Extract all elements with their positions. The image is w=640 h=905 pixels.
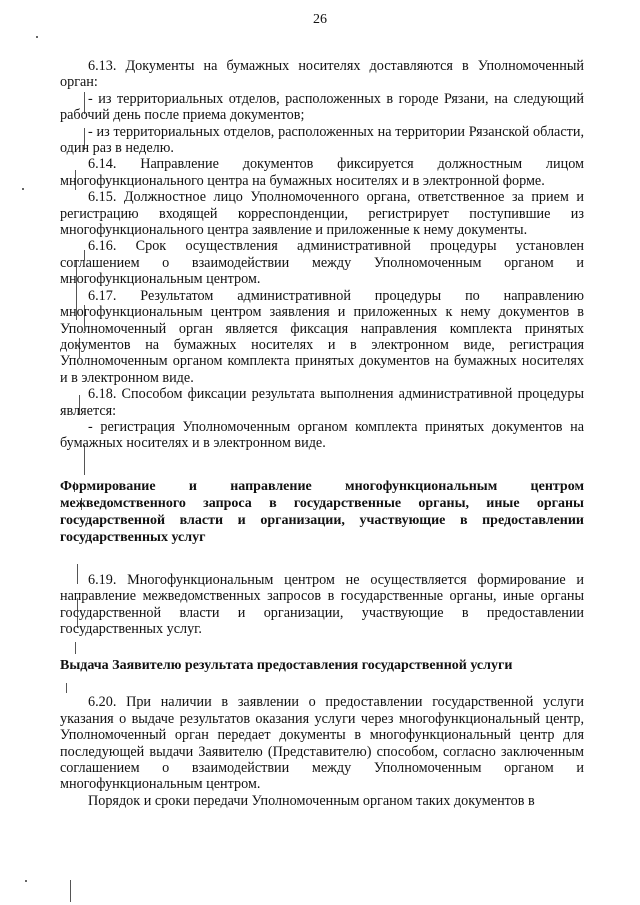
paragraph-6-15: 6.15. Должностное лицо Уполномоченного органа, ответственное за прием и регистрацию входящей корреспонденции, регистрирует поступившие из многофункционального центра заявление и приложенные к нему документы.: [60, 189, 584, 239]
paragraph-6-13-item-1: - из территориальных отделов, расположенных в городе Рязани, на следующий рабочий день после приема документов;: [60, 90, 584, 124]
paragraph-6-20-continued: Порядок и сроки передачи Уполномоченным органом таких документов в: [88, 792, 535, 809]
paragraph-6-19: 6.19. Многофункциональным центром не осуществляется формирование и направление межведомственных запросов в государственные органы, иные органы государственной власти и организации, участвующие в предоставлении государственных услуг.: [60, 571, 584, 637]
section-heading-result-issuance: Выдача Заявителю результата предоставления государственной услуги: [60, 658, 513, 674]
spacer: [60, 674, 584, 694]
paragraph-6-17: 6.17. Результатом административной процедуры по направлению многофункциональным центром заявления и приложенных к нему документов в Уполномоченный орган является фиксация направления комплекта принятых документов на бумажных носителях и в электронном виде, регистрация Уполномоченным органом комплекта принятых документов на бумажных носителях и в электронном виде.: [60, 287, 584, 386]
document-body: [60, 58, 584, 809]
spacer: [60, 452, 584, 478]
section-heading-interagency-requests: Формирование и направление многофункциональным центром межведомственного запроса в государственные органы, иные органы государственной власти и организации, участвующие в предоставлении государственных услуг: [60, 478, 584, 545]
scan-margin-mark: [70, 880, 71, 902]
page-number: 26: [313, 12, 327, 27]
paragraph-6-20: 6.20. При наличии в заявлении о предоставлении государственной услуги указания о выдаче результатов оказания услуги через многофункциональный центр, Уполномоченный орган передает документы в многофункциональный центр для последующей выдачи Заявителю (Представителю) способом, согласно заключенным соглашением о взаимодействии между Уполномоченным органом и многофункциональным центром.: [60, 694, 584, 793]
paragraph-6-16: 6.16. Срок осуществления административной процедуры установлен соглашением о взаимодействии между Уполномоченным органом и многофункциональным центром.: [60, 238, 584, 288]
scan-speck: [25, 880, 27, 882]
scan-speck: [36, 36, 38, 38]
spacer: [60, 546, 584, 572]
paragraph-6-13-item-2: - из территориальных отделов, расположенных на территории Рязанской области, один раз в неделю.: [60, 123, 584, 157]
paragraph-6-13: 6.13. Документы на бумажных носителях доставляются в Уполномоченный орган:: [60, 58, 584, 91]
paragraph-6-18-item-1: - регистрация Уполномоченным органом комплекта принятых документов на бумажных носителях и в электронном виде.: [60, 418, 584, 452]
spacer: [60, 637, 584, 657]
scan-speck: [22, 188, 24, 190]
paragraph-6-14: 6.14. Направление документов фиксируется должностным лицом многофункционального центра на бумажных носителях и в электронной форме.: [60, 156, 584, 189]
paragraph-6-18: 6.18. Способом фиксации результата выполнения административной процедуры является:: [60, 386, 584, 419]
